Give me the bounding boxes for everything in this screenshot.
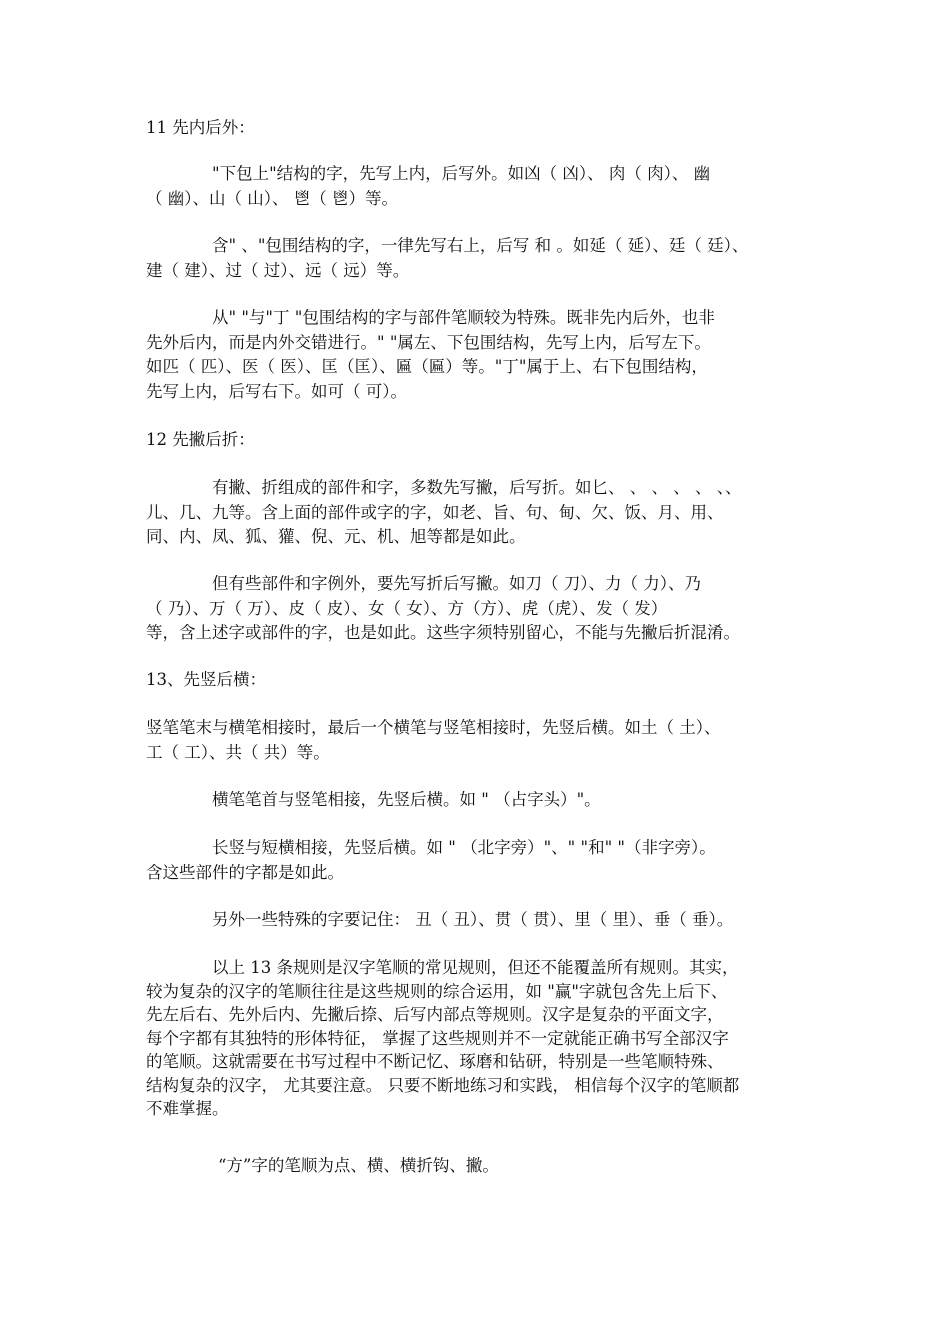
section-13 [146, 668, 810, 693]
paragraph [146, 572, 810, 646]
paragraph-line: 含这些部件的字都是如此。 [146, 862, 344, 882]
paragraph [146, 234, 810, 283]
paragraph-line: 结构复杂的汉字， 尤其要注意。 只要不断地练习和实践， 相信每个汉字的笔顺都 [146, 1075, 740, 1095]
paragraph-line: 含" 、"包围结构的字，一律先写右上，后写 和 。如延（ 延）、廷（ 廷）、 [212, 236, 749, 255]
paragraph-line: 先写上内，后写右下。如可（ 可）。 [146, 381, 407, 401]
section-heading: 11 先内后外： [146, 118, 255, 137]
section-heading: 12 先撇后折： [146, 430, 255, 449]
paragraph [146, 788, 810, 813]
section-heading: 13、先竖后横： [146, 670, 266, 689]
paragraph [146, 908, 810, 933]
paragraph-line: 工（ 工）、共（ 共）等。 [146, 742, 330, 762]
paragraph-line: "下包上"结构的字，先写上内，后写外。如凶（ 凶）、 肉（ 肉）、 幽 [212, 164, 711, 183]
closing-paragraph [146, 956, 810, 1121]
paragraph-line: 以上 13 条规则是汉字笔顺的常见规则，但还不能覆盖所有规则。其实， [212, 958, 739, 977]
paragraph-line: 的笔顺。这就需要在书写过程中不断记忆、琢磨和钻研，特别是一些笔顺特殊、 [146, 1052, 724, 1071]
final-note [146, 1154, 810, 1179]
paragraph-line: 同、内、凤、狐、獾、倪、元、机、旭等都是如此。 [146, 527, 526, 546]
paragraph-line: 建（ 建）、过（ 过）、远（ 远）等。 [146, 260, 410, 280]
paragraph-line: 长竖与短横相接，先竖后横。如 " （北字旁）"、" "和" "（非字旁）。 [212, 838, 716, 857]
paragraph [146, 716, 810, 765]
paragraph [146, 836, 810, 885]
paragraph-line: 先左后右、先外后内、先撇后捺、后写内部点等规则。汉字是复杂的平面文字， [146, 1005, 724, 1024]
paragraph [146, 476, 810, 550]
paragraph-line: 不难掌握。 [146, 1099, 229, 1118]
paragraph-line: 如匹（ 匹）、医（ 医）、匡（匡）、匾（匾）等。"丁"属于上、右下包围结构， [146, 357, 708, 376]
paragraph-line: 等，含上述字或部件的字，也是如此。这些字须特别留心，不能与先撇后折混淆。 [146, 623, 740, 642]
paragraph-line: 儿、几、九等。含上面的部件或字的字，如老、旨、句、甸、欠、饭、月、用、 [146, 502, 724, 522]
paragraph-line: 先外后内，而是内外交错进行。" "属左、下包围结构，先写上内，后写左下。 [146, 332, 711, 352]
paragraph-line: （ 幽）、山（ 山）、 鬯（ 鬯）等。 [146, 188, 398, 208]
paragraph-line: 另外一些特殊的字要记住： 丑（ 丑）、贯（ 贯）、里（ 里）、垂（ 垂）。 [212, 910, 734, 929]
section-11 [146, 116, 810, 141]
paragraph-line: 有撇、折组成的部件和字，多数先写撇，后写折。如匕、 、 、 、 、 、、 [212, 478, 742, 497]
paragraph-line: 从" "与"丁 "包围结构的字与部件笔顺较为特殊。既非先内后外，也非 [212, 308, 715, 327]
paragraph-line: 每个字都有其独特的形体特征， 掌握了这些规则并不一定就能正确书写全部汉字 [146, 1028, 729, 1048]
paragraph-line: 但有些部件和字例外，要先写折后写撇。如刀（ 刀）、力（ 力）、乃 [212, 574, 701, 593]
paragraph-line: 横笔笔首与竖笔相接，先竖后横。如 " （占字头）"。 [212, 790, 601, 809]
final-note-line: “方”字的笔顺为点、横、横折钩、撇。 [218, 1156, 499, 1175]
paragraph-line: 较为复杂的汉字的笔顺往往是这些规则的综合运用，如 "赢"字就包含先上后下、 [146, 981, 728, 1001]
paragraph-line: 竖笔笔末与横笔相接时，最后一个横笔与竖笔相接时，先竖后横。如土（ 土）、 [146, 718, 721, 737]
section-12 [146, 428, 810, 453]
paragraph-line: （ 乃）、万（ 万）、皮（ 皮）、女（ 女）、方（方）、虎（虎）、发（ 发） [146, 598, 668, 618]
paragraph [146, 162, 810, 211]
paragraph [146, 306, 810, 404]
